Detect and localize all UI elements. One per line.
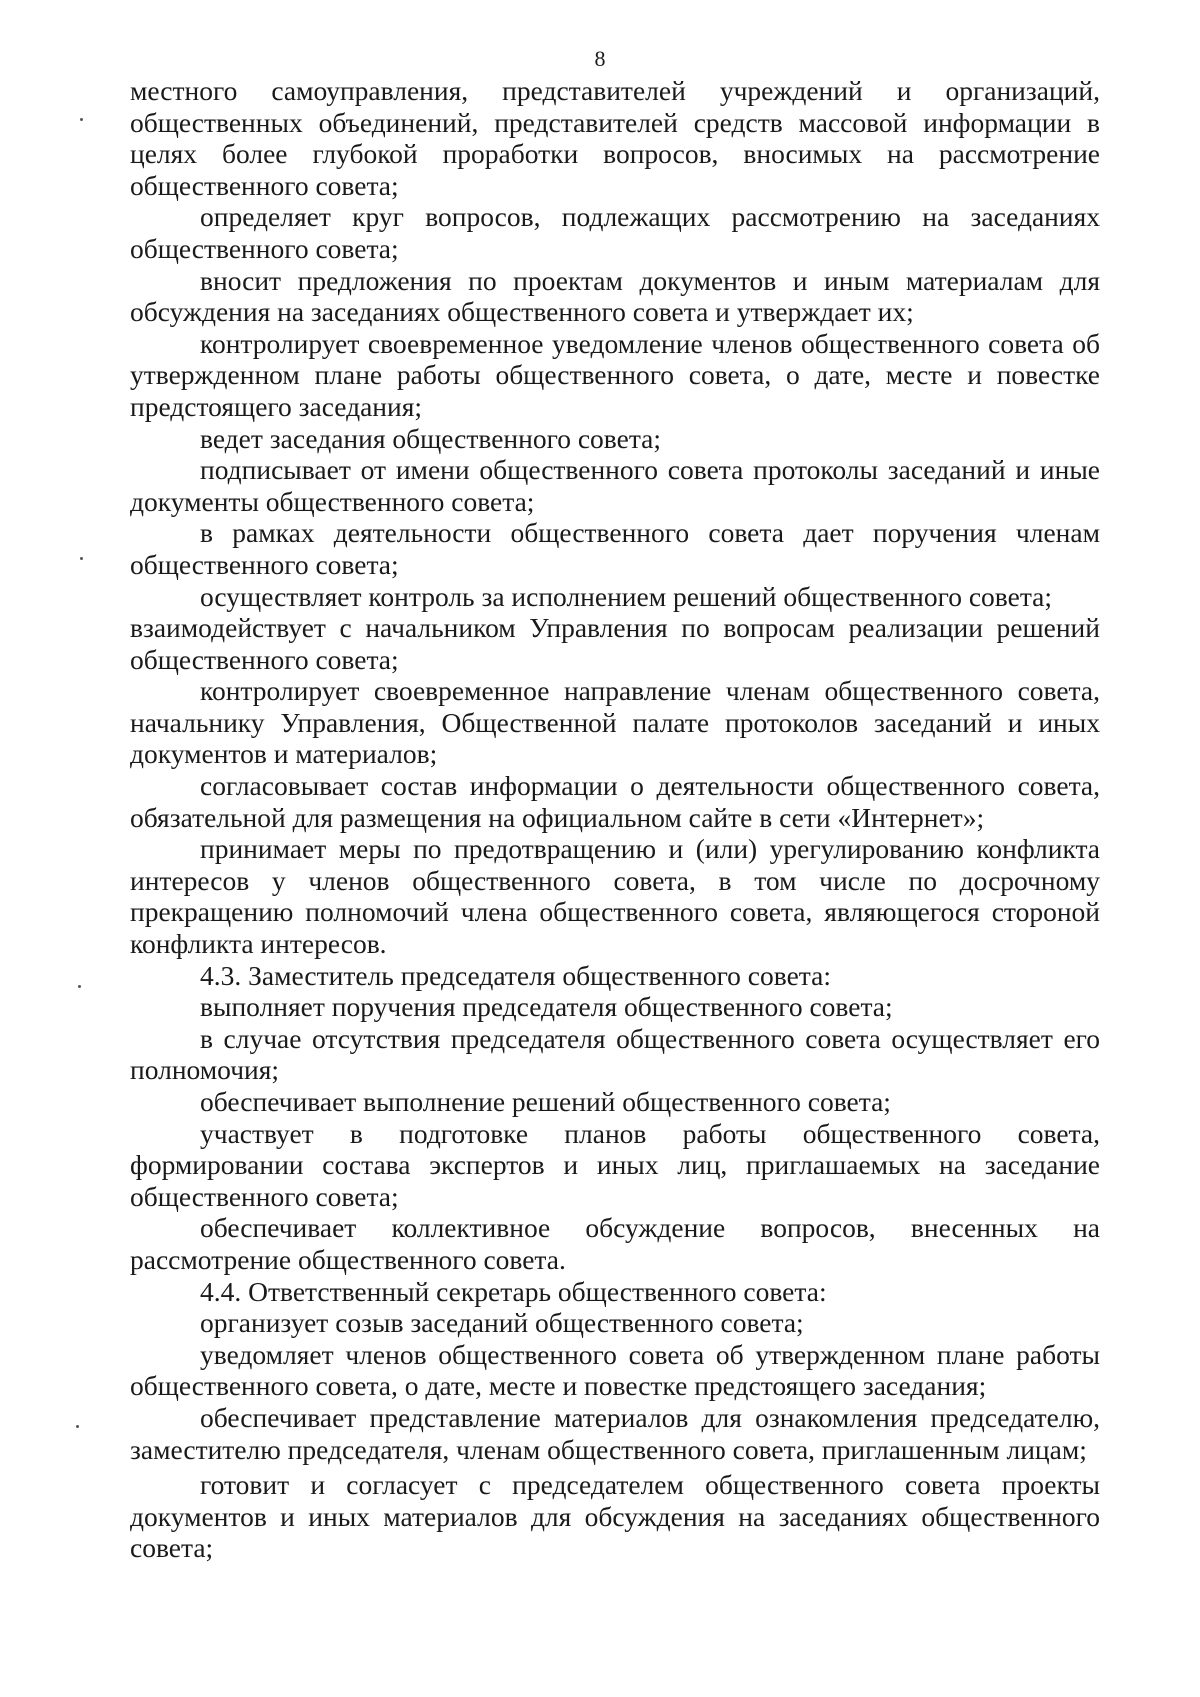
- section-heading-4-3: 4.3. Заместитель председателя общественного совета:: [200, 959, 831, 991]
- paragraph: ведет заседания общественного совета;: [200, 422, 662, 454]
- paragraph-continuation: местного самоуправления, представителей учреждений и организаций, общественных объединений, представителей средств массовой информации в целях более глубокой проработки вопросов, вносимых на рассмотрение общественного совета;: [130, 75, 1100, 201]
- paragraph: организует созыв заседаний общественного совета;: [200, 1307, 804, 1339]
- scan-mark: [78, 985, 81, 988]
- paragraph: в случае отсутствия председателя общественного совета осуществляет его полномочия;: [130, 1022, 1100, 1086]
- page-number: 8: [594, 46, 606, 71]
- paragraph: контролирует своевременное уведомление членов общественного совета об утвержденном плане работы общественного совета, о дате, месте и повестке предстоящего заседания;: [130, 327, 1100, 422]
- paragraph: осуществляет контроль за исполнением решений общественного совета;: [200, 580, 1053, 612]
- paragraph: взаимодействует с начальником Управления по вопросам реализации решений общественного совета;: [130, 612, 1100, 675]
- document-body: [130, 75, 1100, 1564]
- paragraph: определяет круг вопросов, подлежащих рассмотрению на заседаниях общественного совета;: [130, 201, 1100, 264]
- scan-mark: [80, 118, 83, 121]
- paragraph: выполняет поручения председателя общественного совета;: [200, 991, 893, 1023]
- paragraph: вносит предложения по проектам документов и иным материалам для обсуждения на заседаниях общественного совета и утверждает их;: [130, 264, 1100, 328]
- paragraph: принимает меры по предотвращению и (или) урегулированию конфликта интересов у членов общественного совета, в том числе по досрочному прекращению полномочий члена общественного совета, являющегося стороной конфликта интересов.: [130, 833, 1100, 960]
- paragraph: обеспечивает представление материалов для ознакомления председателю, заместителю председателя, членам общественного совета, приглашенным лицам;: [130, 1401, 1100, 1465]
- paragraph: обеспечивает коллективное обсуждение вопросов, внесенных на рассмотрение общественного совета.: [130, 1212, 1100, 1275]
- section-heading-4-4: 4.4. Ответственный секретарь общественного совета:: [200, 1275, 827, 1307]
- paragraph: в рамках деятельности общественного совета дает поручения членам общественного совета;: [130, 517, 1100, 580]
- paragraph: подписывает от имени общественного совета протоколы заседаний и иные документы общественного совета;: [130, 454, 1100, 517]
- paragraph: готовит и согласует с председателем общественного совета проекты документов и иных материалов для обсуждения на заседаниях общественного совета;: [130, 1469, 1100, 1564]
- paragraph: согласовывает состав информации о деятельности общественного совета, обязательной для размещения на официальном сайте в сети «Интернет»;: [130, 770, 1100, 833]
- paragraph: участвует в подготовке планов работы общественного совета, формировании состава экспертов и иных лиц, приглашаемых на заседание общественного совета;: [130, 1117, 1100, 1212]
- paragraph: обеспечивает выполнение решений общественного совета;: [200, 1086, 891, 1117]
- paragraph: уведомляет членов общественного совета об утвержденном плане работы общественного совета, о дате, месте и повестке предстоящего заседания;: [130, 1338, 1100, 1402]
- scan-mark: [80, 557, 83, 560]
- scan-mark: [76, 1425, 79, 1428]
- paragraph: контролирует своевременное направление членам общественного совета, начальнику Управления, Общественной палате протоколов заседаний и иных документов и материалов;: [130, 675, 1100, 770]
